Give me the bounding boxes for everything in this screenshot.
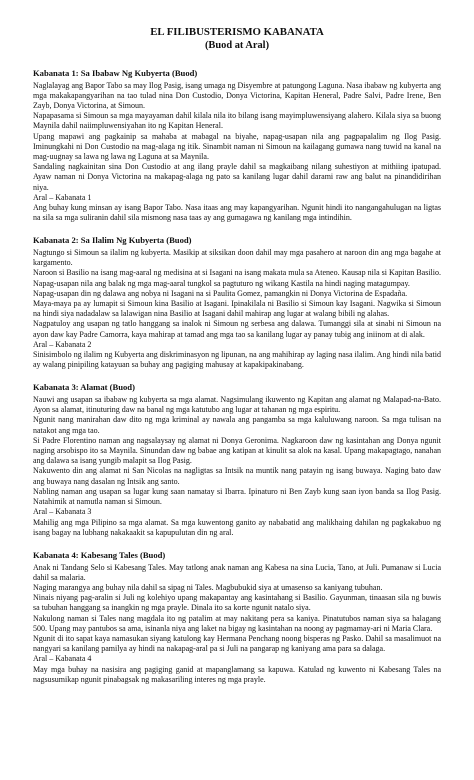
paragraph: Napag-usapan din ng dalawa ang nobya ni Isagani na si Paulita Gomez, pamangkin ni Donya Victorina de Espadaña. xyxy=(33,288,408,298)
chapter-4-section xyxy=(33,550,441,685)
paragraph: Naroon si Basilio na isang mag-aaral ng medisina at si Isagani na isang makata mula sa Ateneo. Kausap nila si Kapitan Basilio. Napag-usapan nila ang balak ng mga mag-aaral tungkol sa pagtuturo ng wikang Kastila na hindi naging matagumpay. xyxy=(33,268,441,288)
paragraph: Sandaling nagkainitan sina Don Custodio at ang ilang prayle dahil sa magkaibang nilang suhestiyon at mithiing ipatupad. Ayaw naman ni Donya Victorina na makapag-alaga ng pato sa kanilang lugar dahil darami raw ang balut na pinandidirihan niya. xyxy=(33,162,441,192)
chapter-heading: Kabanata 1: Sa Ibabaw Ng Kubyerta (Buod) xyxy=(33,68,198,78)
lesson-label: Aral – Kabanata 3 xyxy=(33,507,92,517)
document-title: EL FILIBUSTERISMO KABANATA xyxy=(150,26,324,38)
lesson-text: Sinisimbolo ng ilalim ng Kubyerta ang diskriminasyon ng lipunan, na ang mahihirap ay laging nasa ilalim. Ang hindi nila batid ay walang pinipiling katayuan sa buhay ang pagiging mahusay at kapakipakinabang. xyxy=(33,350,441,370)
lesson-label: Aral – Kabanata 2 xyxy=(33,339,92,349)
chapter-heading: Kabanata 3: Alamat (Buod) xyxy=(33,382,135,393)
paragraph: Upang mapawi ang pagkainip sa mahaba at mabagal na biyahe, napag-usapan nila ang pagpapalalim ng Ilog Pasig. Iminungkahi ni Don Custodio na mag-alaga ng itik. Sinambit naman ni Simoun na kailagang gumawa nang tuwid na kanal na mag-uugnay sa lawa ng lawa ng Laguna at sa Maynila. xyxy=(33,131,441,162)
paragraph: Si Padre Florentino naman ang nagsalaysay ng alamat ni Donya Geronima. Nagkaroon daw ng kasintahan ang Donya ngunit naging arsobispo ito sa Maynila. Sinundan daw ng babae ang katipan at kinulit sa alok na kasal. Upang makapagtago, nanahan ang dalawa sa isang yungib malapit sa Ilog Pasig. xyxy=(33,435,441,466)
paragraph: Napapasama si Simoun sa mga mayayaman dahil kilala nila ito bilang isang mayimpluwensiyang alahero. Kilala siya sa buong Maynila dahil naiimpluwensiyahan ito ng Kapitan Heneral. xyxy=(33,111,441,131)
chapter-2-section xyxy=(33,235,441,370)
lesson-text: Mahilig ang mga Pilipino sa mga alamat. Sa mga kuwentong ganito ay nababatid ang malikhaing dahilan ng pagkakabuo ng isang bagay na lubhang nakakaakit sa kapupulutan din ng aral. xyxy=(33,517,441,537)
chapter-3-section xyxy=(33,382,441,537)
chapter-1-section xyxy=(33,68,441,223)
paragraph: Maya-maya pa ay lumapit si Simoun kina Basilio at Isagani. Ipinakilala ni Basilio si Simoun kay Isagani. Nagwika si Simoun na hindi siya nadadalaw sa lalawigan nina Basilio at Isagani dahil mahirap ang lugar at walang bibili ng alahas. xyxy=(33,299,441,319)
paragraph: Nagpatuloy ang usapan ng tatlo hanggang sa inalok ni Simoun ng serbesa ang dalawa. Tumanggi sila at sinabi ni Simoun na ayon daw kay Padre Camorra, kaya mahirap at tamad ang mga tao sa kanilang lugar ay panay tubig ang iniinom at di alak. xyxy=(33,319,441,339)
paragraph: Nagtungo si Simoun sa ilalim ng kubyerta. Masikip at siksikan doon dahil may mga pasahero at naroon din ang mga bagahe at kargamento. xyxy=(33,248,441,268)
paragraph: Ngunit nang manirahan daw dito ng mga kriminal ay nawala ang pangamba sa mga kaluluwang naroon. Sa mga tulisan na natakot ang mga tao. xyxy=(33,415,441,435)
paragraph: Nabling naman ang usapan sa lugar kung saan namatay si Ibarra. Ipinaturo ni Ben Zayb kung saan iyon banda sa Ilog Pasig. Natahimik at namutla naman si Simoun. xyxy=(33,486,441,507)
paragraph: Ngunit di ito sapat kaya namasukan siyang katulong kay Hermana Penchang noong bisperas ng Pasko. Dahil sa masalimuot na nangyari sa kanilang pamilya ay hindi na nakapag-aral pa si Juli na pangarap ng kaniyang ama para sa dalaga. xyxy=(33,633,441,654)
document-subtitle: (Buod at Aral) xyxy=(204,40,270,51)
lesson-text: May mga buhay na nasisira ang pagiging ganid at mapanglamang sa kapuwa. Katulad ng kuwento ni Kabesang Tales na nagsusumikap ngunit pinabagsak ng makasariling interes ng mga prayle. xyxy=(33,664,441,684)
lesson-label: Aral – Kabanata 1 xyxy=(33,192,92,202)
paragraph: Nauwi ang usapan sa ibabaw ng kubyerta sa mga alamat. Nagsimulang ikuwento ng Kapitan ang alamat ng Malapad-na-Bato. Ayon sa alamat, itinuturing daw na banal ng mga katutubo ang lugar at tahanan ng mga espiritu. xyxy=(33,395,441,415)
paragraph: Naging marangya ang buhay nila dahil sa sipag ni Tales. Magbubukid siya at umasenso sa kaniyang tubuhan. xyxy=(33,582,383,592)
paragraph: Naglalayag ang Bapor Tabo sa may Ilog Pasig, isang umaga ng Disyembre at patungong Laguna. Nasa ibabaw ng kubyerta ang mga makakapangyarihan na tao tulad nina Don Custodio, Donya Victorina, Kapitan Heneral, Padre Salvi, Padre Irene, Ben Zayb, Donya Victorina, at Simoun. xyxy=(33,80,441,110)
lesson-label: Aral – Kabanata 4 xyxy=(33,654,92,664)
chapter-heading: Kabanata 4: Kabesang Tales (Buod) xyxy=(33,549,166,560)
paragraph: Nakulong naman si Tales nang magdala ito ng patalim at may nakitang pera sa kaniya. Pinatutubos naman siya sa halagang 500. Upang may pantubos sa ama, isinanla niya ang laket na bigay ng kasintahan na noong ay pagmamay-ari ni Maria Clara. xyxy=(33,613,441,633)
paragraph: Ninais niyang pag-aralin si Juli ng kolehiyo upang makapantay ang kasintahang si Basilio. Gayunman, tinaasan sila ng buwis sa tubuhan hanggang sa inangkin ng mga prayle. Dinala ito sa korte ngunit natalo siya. xyxy=(33,593,441,613)
paragraph: Anak ni Tandang Selo si Kabesang Tales. May tatlong anak naman ang Kabesa na sina Lucia, Tano, at Juli. Pumanaw si Lucia dahil sa malaria. xyxy=(33,562,441,582)
chapter-heading: Kabanata 2: Sa Ilalim Ng Kubyerta (Buod) xyxy=(33,235,192,246)
lesson-text: Ang buhay kung minsan ay isang Bapor Tabo. Nasa itaas ang may kapangyarihan. Ngunit hindi ito nangangahulugan na ligtas na sila sa mga suliranin dahil sila mismong nasa taas ay ang gumagawa ng kanilang mga intindihin. xyxy=(33,203,441,223)
paragraph: Nakuwento din ang alamat ni San Nicolas na nagligtas sa Intsik na muntik nang patayin ng isang buwaya. Naging bato daw ang buwaya nang dasalan ng Intsik ang santo. xyxy=(33,466,441,486)
